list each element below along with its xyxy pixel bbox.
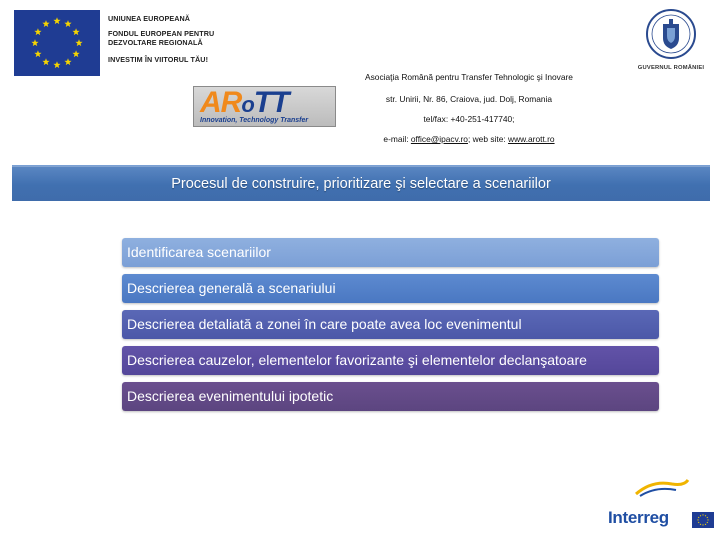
process-steps-list bbox=[122, 238, 659, 418]
organization-address: str. Unirii, Nr. 86, Craiova, jud. Dolj, Romania bbox=[385, 94, 553, 104]
website-link[interactable]: www.arott.ro bbox=[508, 134, 555, 144]
website-label: ; web site: bbox=[467, 134, 506, 144]
eu-line-1: UNIUNEA EUROPEANĂ bbox=[108, 14, 191, 23]
slide-title: Procesul de construire, prioritizare şi selectare a scenariilor bbox=[171, 176, 551, 192]
step-label: Descrierea evenimentului ipotetic bbox=[127, 388, 334, 404]
step-item bbox=[122, 238, 659, 267]
arott-logo-tagline: Innovation, Technology Transfer bbox=[200, 117, 309, 124]
interreg-eu-flag-icon bbox=[692, 512, 714, 528]
organization-name: Asociaţia Română pentru Transfer Tehnologic şi Inovare bbox=[365, 72, 573, 82]
step-item bbox=[122, 346, 659, 375]
organization-phone: tel/fax: +40-251-417740; bbox=[423, 114, 515, 124]
interreg-wordmark: Interreg bbox=[608, 508, 669, 527]
step-item bbox=[122, 310, 659, 339]
step-label: Identificarea scenariilor bbox=[127, 244, 271, 260]
government-label: GUVERNUL ROMÂNIEI bbox=[637, 65, 705, 71]
eu-line-3: DEZVOLTARE REGIONALĂ bbox=[108, 38, 203, 47]
arott-logo-tt: TT bbox=[253, 86, 289, 119]
organization-contact-line bbox=[334, 134, 604, 144]
arott-logo-ar: AR bbox=[200, 86, 242, 119]
email-label: e-mail: bbox=[383, 134, 409, 144]
slide-title-bar bbox=[12, 165, 710, 201]
step-item bbox=[122, 274, 659, 303]
eu-line-2: FONDUL EUROPEAN PENTRU bbox=[108, 29, 215, 38]
eu-flag-icon bbox=[14, 10, 100, 76]
interreg-logo bbox=[608, 476, 716, 536]
arott-logo bbox=[193, 86, 336, 127]
step-label: Descrierea detaliată a zonei în care poate avea loc evenimentul bbox=[127, 316, 522, 332]
romanian-coat-of-arms-icon bbox=[645, 8, 697, 60]
arott-logo-wordmark bbox=[200, 87, 288, 121]
eu-logo-text bbox=[108, 14, 238, 64]
interreg-swoosh-icon bbox=[632, 476, 692, 500]
government-logo bbox=[626, 8, 716, 78]
email-link[interactable]: office@ipacv.ro bbox=[410, 134, 468, 144]
step-label: Descrierea cauzelor, elementelor favorizante şi elementelor declanşatoare bbox=[127, 352, 587, 368]
eu-line-4: INVESTIM ÎN VIITORUL TĂU! bbox=[108, 55, 209, 64]
eu-logo bbox=[14, 10, 219, 77]
arott-logo-o: o bbox=[241, 92, 254, 117]
step-item bbox=[122, 382, 659, 411]
step-label: Descrierea generală a scenariului bbox=[127, 280, 336, 296]
